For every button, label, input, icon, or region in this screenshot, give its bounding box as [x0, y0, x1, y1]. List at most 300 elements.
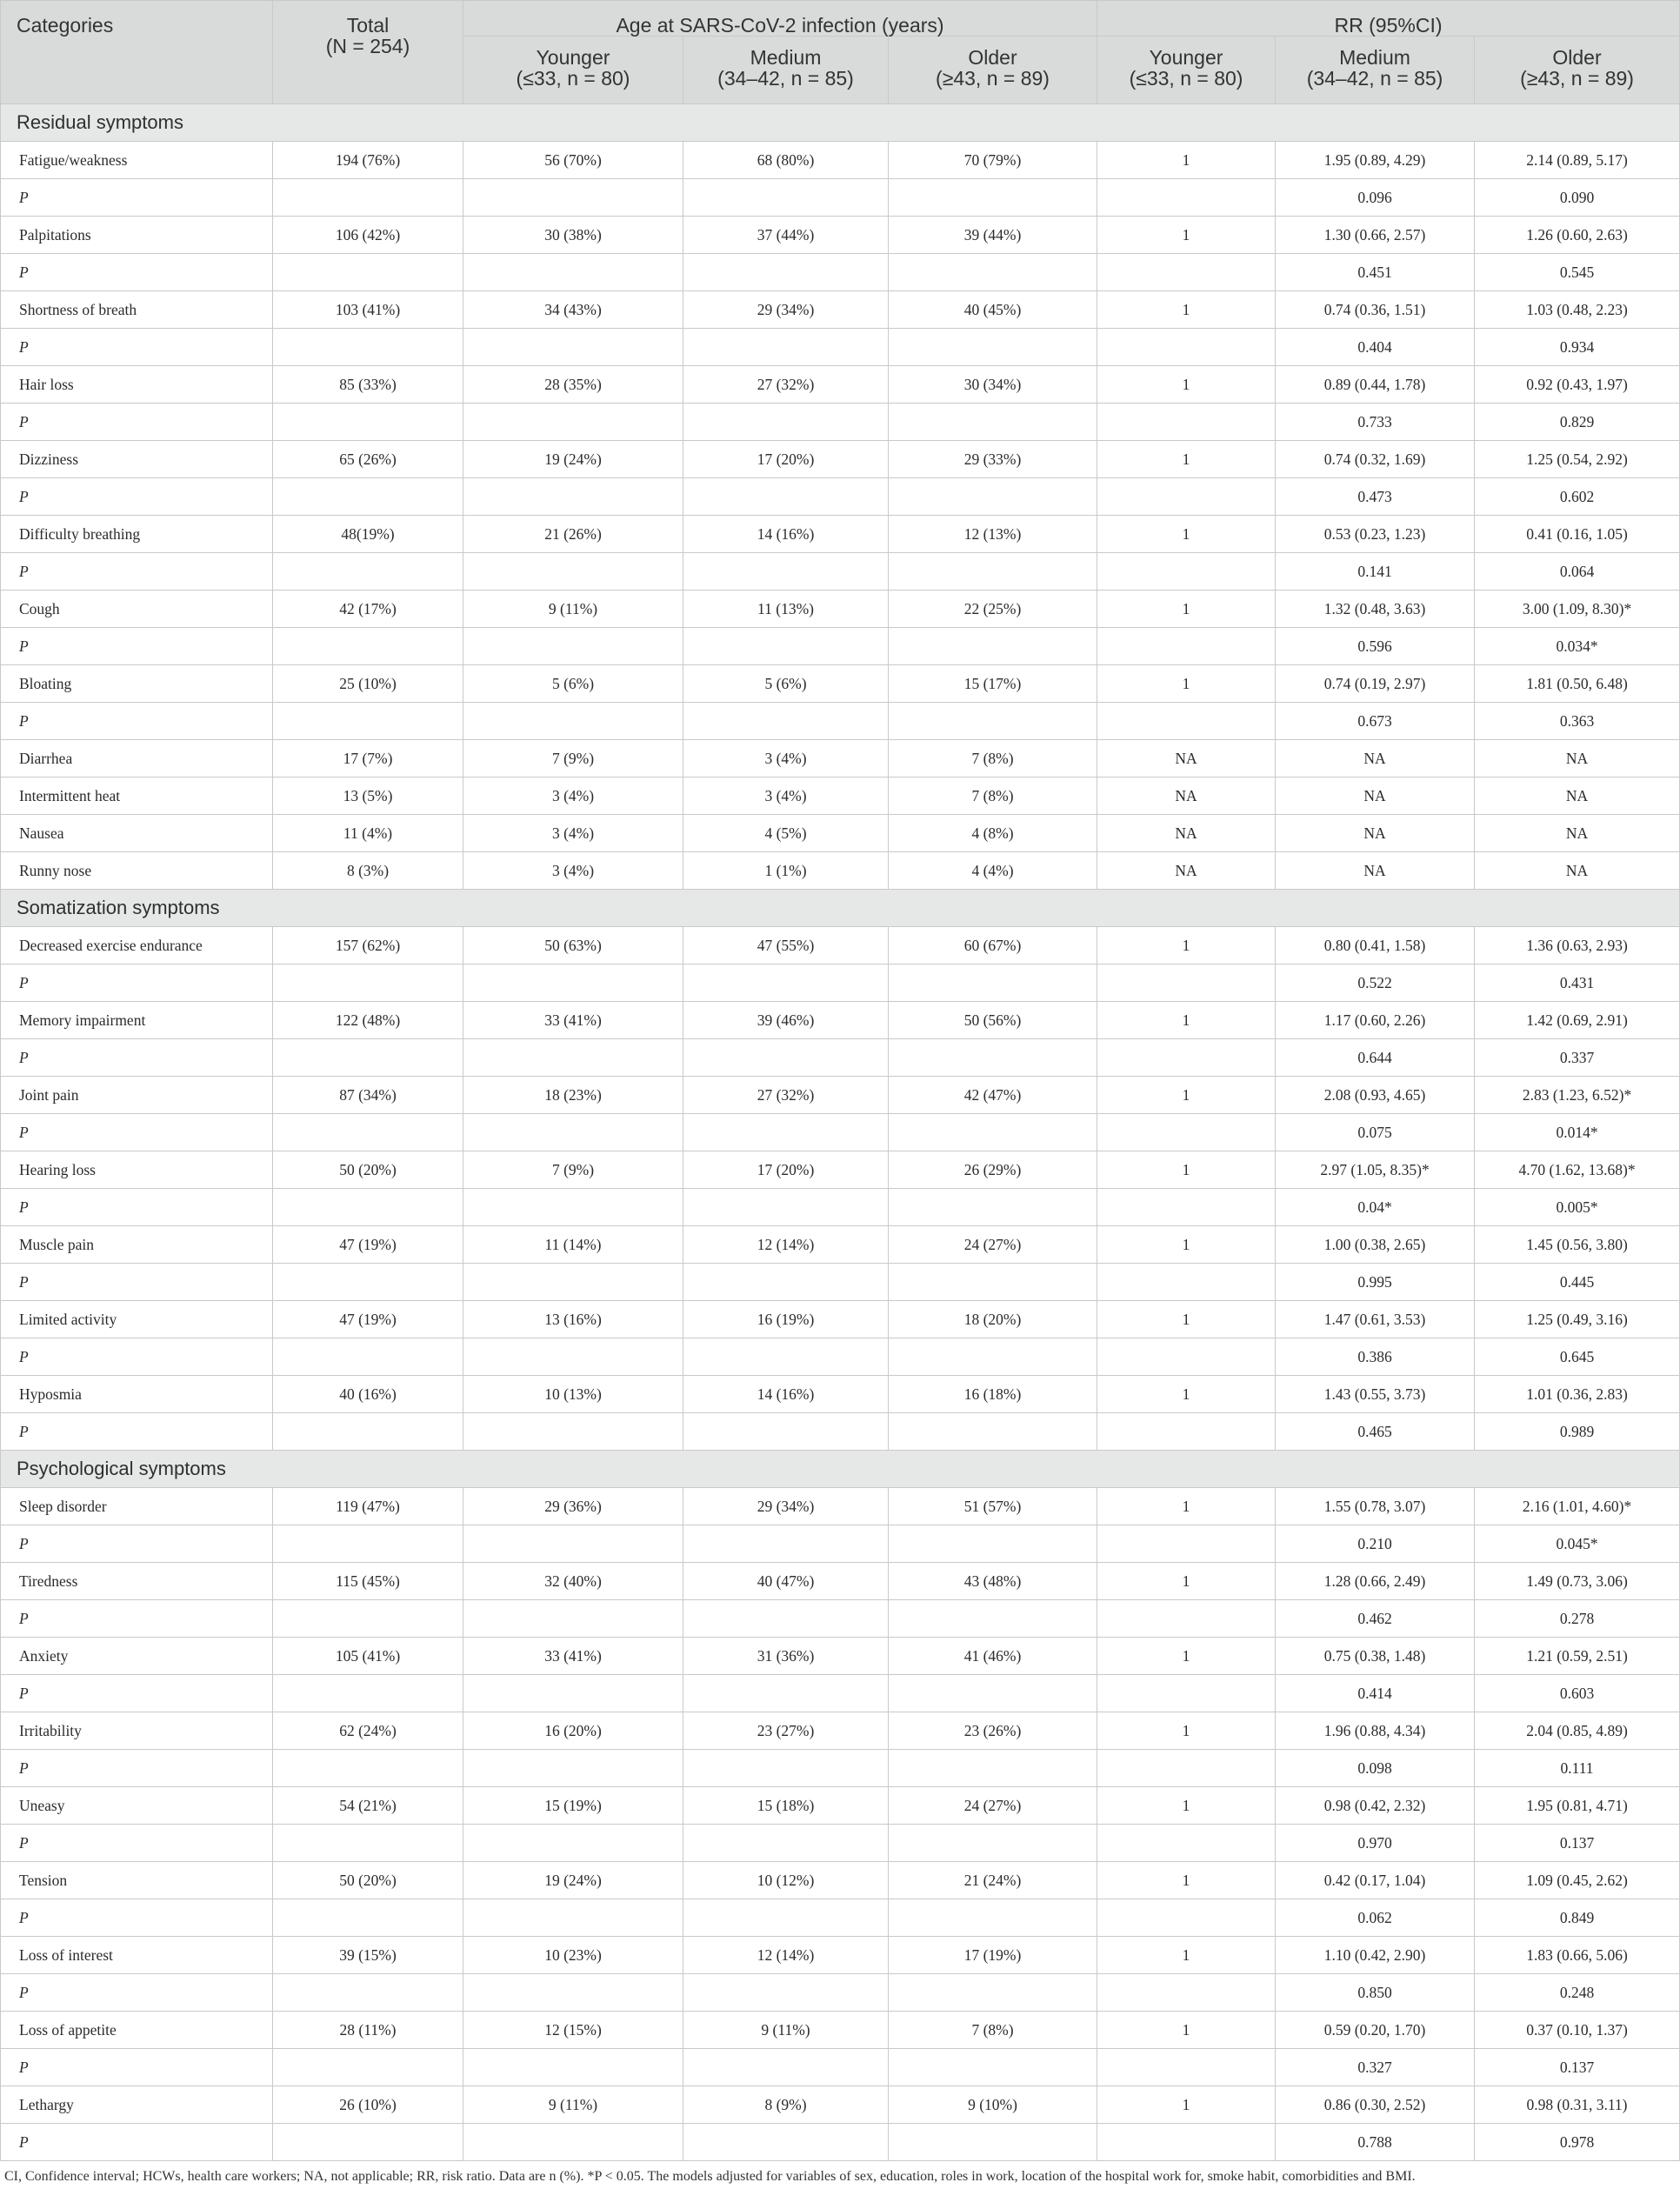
- table-row: [1, 217, 1680, 254]
- p-value-row: [1, 703, 1680, 740]
- p-value-medium: 0.465: [1276, 1413, 1475, 1451]
- table-row: [1, 665, 1680, 703]
- header-categories: Categories: [1, 1, 273, 104]
- table-cell: NA: [1097, 852, 1276, 890]
- subheader-name: Medium: [1339, 46, 1410, 69]
- table-cell: NA: [1276, 740, 1475, 777]
- p-label: P: [1, 1039, 273, 1077]
- table-cell: 15 (19%): [463, 1787, 683, 1825]
- row-label: Loss of interest: [1, 1937, 273, 1974]
- empty-cell: [273, 2049, 463, 2086]
- row-label: Limited activity: [1, 1301, 273, 1338]
- p-value-older: 0.137: [1475, 2049, 1680, 2086]
- table-cell: 10 (13%): [463, 1376, 683, 1413]
- table-cell: 37 (44%): [683, 217, 889, 254]
- table-cell: 43 (48%): [889, 1563, 1097, 1600]
- p-value-row: [1, 1750, 1680, 1787]
- table-cell: 21 (24%): [889, 1862, 1097, 1899]
- p-value-older: 0.602: [1475, 478, 1680, 516]
- table-cell: 0.37 (0.10, 1.37): [1475, 2012, 1680, 2049]
- p-value-medium: 0.522: [1276, 964, 1475, 1002]
- table-cell: 16 (18%): [889, 1376, 1097, 1413]
- table-cell: 1: [1097, 2012, 1276, 2049]
- table-cell: 1: [1097, 516, 1276, 553]
- table-cell: 1: [1097, 1937, 1276, 1974]
- table-cell: 1: [1097, 1712, 1276, 1750]
- empty-cell: [1097, 1600, 1276, 1638]
- table-cell: 0.98 (0.42, 2.32): [1276, 1787, 1475, 1825]
- table-cell: 0.74 (0.32, 1.69): [1276, 441, 1475, 478]
- table-cell: 2.04 (0.85, 4.89): [1475, 1712, 1680, 1750]
- table-cell: 1: [1097, 1226, 1276, 1264]
- section-header: [1, 1451, 1680, 1488]
- empty-cell: [273, 1600, 463, 1638]
- table-cell: 0.92 (0.43, 1.97): [1475, 366, 1680, 404]
- table-cell: 47 (19%): [273, 1226, 463, 1264]
- table-cell: 54 (21%): [273, 1787, 463, 1825]
- p-value-row: [1, 1413, 1680, 1451]
- p-label: P: [1, 1675, 273, 1712]
- table-cell: 13 (5%): [273, 777, 463, 815]
- empty-cell: [463, 1413, 683, 1451]
- table-cell: 9 (11%): [463, 591, 683, 628]
- empty-cell: [273, 1413, 463, 1451]
- empty-cell: [463, 1338, 683, 1376]
- table-cell: 1.55 (0.78, 3.07): [1276, 1488, 1475, 1525]
- table-cell: 22 (25%): [889, 591, 1097, 628]
- empty-cell: [1097, 1039, 1276, 1077]
- p-value-older: 0.090: [1475, 179, 1680, 217]
- p-label: P: [1, 1413, 273, 1451]
- section-header: [1, 104, 1680, 142]
- table-cell: 1: [1097, 2086, 1276, 2124]
- table-cell: 60 (67%): [889, 927, 1097, 964]
- table-cell: 1.21 (0.59, 2.51): [1475, 1638, 1680, 1675]
- table-cell: 14 (16%): [683, 516, 889, 553]
- table-cell: 40 (47%): [683, 1563, 889, 1600]
- empty-cell: [889, 2049, 1097, 2086]
- empty-cell: [463, 1114, 683, 1151]
- table-cell: 1.32 (0.48, 3.63): [1276, 591, 1475, 628]
- table-row: [1, 1002, 1680, 1039]
- empty-cell: [1097, 254, 1276, 291]
- empty-cell: [889, 1974, 1097, 2012]
- empty-cell: [683, 1899, 889, 1937]
- table-row: [1, 852, 1680, 890]
- empty-cell: [273, 404, 463, 441]
- table-cell: 10 (12%): [683, 1862, 889, 1899]
- empty-cell: [1097, 1189, 1276, 1226]
- empty-cell: [273, 1114, 463, 1151]
- table-cell: 1.17 (0.60, 2.26): [1276, 1002, 1475, 1039]
- header-age-group: Age at SARS-CoV-2 infection (years): [463, 1, 1097, 37]
- table-cell: 50 (20%): [273, 1862, 463, 1899]
- table-cell: 1.28 (0.66, 2.49): [1276, 1563, 1475, 1600]
- table-cell: 1: [1097, 1002, 1276, 1039]
- p-value-older: 0.005*: [1475, 1189, 1680, 1226]
- p-value-older: 0.137: [1475, 1825, 1680, 1862]
- empty-cell: [889, 1600, 1097, 1638]
- table-cell: 1.10 (0.42, 2.90): [1276, 1937, 1475, 1974]
- p-value-row: [1, 179, 1680, 217]
- empty-cell: [889, 1413, 1097, 1451]
- table-cell: 17 (20%): [683, 441, 889, 478]
- p-label: P: [1, 404, 273, 441]
- table-cell: 2.16 (1.01, 4.60)*: [1475, 1488, 1680, 1525]
- table-cell: 157 (62%): [273, 927, 463, 964]
- p-label: P: [1, 179, 273, 217]
- table-cell: 7 (8%): [889, 2012, 1097, 2049]
- empty-cell: [273, 478, 463, 516]
- empty-cell: [463, 1264, 683, 1301]
- table-cell: 16 (20%): [463, 1712, 683, 1750]
- p-label: P: [1, 964, 273, 1002]
- table-cell: 47 (55%): [683, 927, 889, 964]
- row-label: Bloating: [1, 665, 273, 703]
- empty-cell: [889, 964, 1097, 1002]
- empty-cell: [889, 1039, 1097, 1077]
- table-cell: 87 (34%): [273, 1077, 463, 1114]
- table-cell: 0.74 (0.36, 1.51): [1276, 291, 1475, 329]
- table-cell: 0.59 (0.20, 1.70): [1276, 2012, 1475, 2049]
- empty-cell: [889, 1525, 1097, 1563]
- table-cell: 42 (47%): [889, 1077, 1097, 1114]
- empty-cell: [463, 1899, 683, 1937]
- empty-cell: [889, 1825, 1097, 1862]
- row-label: Lethargy: [1, 2086, 273, 2124]
- table-cell: 21 (26%): [463, 516, 683, 553]
- empty-cell: [683, 329, 889, 366]
- table-cell: NA: [1097, 777, 1276, 815]
- p-label: P: [1, 1899, 273, 1937]
- table-cell: 32 (40%): [463, 1563, 683, 1600]
- table-cell: 18 (23%): [463, 1077, 683, 1114]
- subheader-2: [889, 37, 1097, 104]
- subheader-5: [1475, 37, 1680, 104]
- empty-cell: [889, 1675, 1097, 1712]
- p-value-medium: 0.995: [1276, 1264, 1475, 1301]
- p-value-row: [1, 1675, 1680, 1712]
- table-row: [1, 1638, 1680, 1675]
- row-label: Diarrhea: [1, 740, 273, 777]
- row-label: Sleep disorder: [1, 1488, 273, 1525]
- empty-cell: [1097, 1675, 1276, 1712]
- table-cell: 1: [1097, 927, 1276, 964]
- empty-cell: [683, 1039, 889, 1077]
- table-cell: 1.81 (0.50, 6.48): [1475, 665, 1680, 703]
- empty-cell: [463, 478, 683, 516]
- table-cell: 47 (19%): [273, 1301, 463, 1338]
- empty-cell: [273, 964, 463, 1002]
- table-row: [1, 2012, 1680, 2049]
- table-cell: 40 (16%): [273, 1376, 463, 1413]
- p-label: P: [1, 478, 273, 516]
- p-value-row: [1, 1189, 1680, 1226]
- empty-cell: [273, 1189, 463, 1226]
- table-cell: 1.36 (0.63, 2.93): [1475, 927, 1680, 964]
- empty-cell: [1097, 1114, 1276, 1151]
- empty-cell: [463, 179, 683, 217]
- empty-cell: [1097, 1750, 1276, 1787]
- table-cell: 8 (9%): [683, 2086, 889, 2124]
- row-label: Intermittent heat: [1, 777, 273, 815]
- p-label: P: [1, 1825, 273, 1862]
- table-cell: 1.95 (0.81, 4.71): [1475, 1787, 1680, 1825]
- table-cell: NA: [1475, 852, 1680, 890]
- table-cell: NA: [1475, 740, 1680, 777]
- table-cell: 50 (56%): [889, 1002, 1097, 1039]
- row-label: Tiredness: [1, 1563, 273, 1600]
- table-cell: 50 (63%): [463, 927, 683, 964]
- empty-cell: [683, 478, 889, 516]
- row-label: Cough: [1, 591, 273, 628]
- p-value-row: [1, 1039, 1680, 1077]
- p-value-medium: 0.141: [1276, 553, 1475, 591]
- table-cell: 14 (16%): [683, 1376, 889, 1413]
- p-value-row: [1, 1899, 1680, 1937]
- table-cell: 1.83 (0.66, 5.06): [1475, 1937, 1680, 1974]
- table-cell: 65 (26%): [273, 441, 463, 478]
- table-cell: 3 (4%): [463, 815, 683, 852]
- table-cell: 15 (18%): [683, 1787, 889, 1825]
- table-cell: 19 (24%): [463, 441, 683, 478]
- p-label: P: [1, 628, 273, 665]
- p-label: P: [1, 2124, 273, 2161]
- row-label: Decreased exercise endurance: [1, 927, 273, 964]
- p-value-row: [1, 1338, 1680, 1376]
- section-title: Psychological symptoms: [1, 1451, 1680, 1488]
- empty-cell: [463, 1525, 683, 1563]
- p-label: P: [1, 254, 273, 291]
- table-cell: 1.26 (0.60, 2.63): [1475, 217, 1680, 254]
- table-cell: 42 (17%): [273, 591, 463, 628]
- empty-cell: [683, 179, 889, 217]
- table-cell: 12 (15%): [463, 2012, 683, 2049]
- empty-cell: [889, 2124, 1097, 2161]
- empty-cell: [273, 1264, 463, 1301]
- empty-cell: [889, 628, 1097, 665]
- table-row: [1, 1862, 1680, 1899]
- empty-cell: [463, 254, 683, 291]
- table-cell: 50 (20%): [273, 1151, 463, 1189]
- table-cell: 0.74 (0.19, 2.97): [1276, 665, 1475, 703]
- row-label: Shortness of breath: [1, 291, 273, 329]
- empty-cell: [889, 1899, 1097, 1937]
- p-value-row: [1, 553, 1680, 591]
- p-value-older: 0.045*: [1475, 1525, 1680, 1563]
- table-cell: 1: [1097, 217, 1276, 254]
- table-cell: 1.30 (0.66, 2.57): [1276, 217, 1475, 254]
- p-value-medium: 0.451: [1276, 254, 1475, 291]
- p-value-medium: 0.473: [1276, 478, 1475, 516]
- table-row: [1, 1151, 1680, 1189]
- header-total-n: (N = 254): [325, 35, 410, 57]
- table-cell: 70 (79%): [889, 142, 1097, 179]
- table-cell: 28 (35%): [463, 366, 683, 404]
- table-cell: 39 (46%): [683, 1002, 889, 1039]
- table-cell: 11 (14%): [463, 1226, 683, 1264]
- table-row: [1, 1937, 1680, 1974]
- table-cell: 0.53 (0.23, 1.23): [1276, 516, 1475, 553]
- table-cell: 31 (36%): [683, 1638, 889, 1675]
- p-value-medium: 0.970: [1276, 1825, 1475, 1862]
- p-value-row: [1, 628, 1680, 665]
- p-value-older: 0.248: [1475, 1974, 1680, 2012]
- table-cell: 29 (33%): [889, 441, 1097, 478]
- table-cell: 17 (19%): [889, 1937, 1097, 1974]
- table-row: [1, 1226, 1680, 1264]
- table-cell: 34 (43%): [463, 291, 683, 329]
- p-value-row: [1, 2124, 1680, 2161]
- table-cell: 30 (38%): [463, 217, 683, 254]
- table-cell: 1: [1097, 441, 1276, 478]
- p-value-older: 0.431: [1475, 964, 1680, 1002]
- p-label: P: [1, 1264, 273, 1301]
- table-cell: 1.25 (0.49, 3.16): [1475, 1301, 1680, 1338]
- p-value-row: [1, 1525, 1680, 1563]
- empty-cell: [889, 1114, 1097, 1151]
- row-label: Memory impairment: [1, 1002, 273, 1039]
- p-value-older: 0.829: [1475, 404, 1680, 441]
- table-cell: 1: [1097, 366, 1276, 404]
- subheader-range: (34–42, n = 85): [1306, 67, 1443, 90]
- table-cell: 3 (4%): [463, 852, 683, 890]
- table-cell: 33 (41%): [463, 1002, 683, 1039]
- empty-cell: [889, 404, 1097, 441]
- empty-cell: [463, 1825, 683, 1862]
- empty-cell: [463, 329, 683, 366]
- empty-cell: [273, 179, 463, 217]
- row-label: Anxiety: [1, 1638, 273, 1675]
- table-cell: 11 (4%): [273, 815, 463, 852]
- empty-cell: [1097, 628, 1276, 665]
- p-label: P: [1, 1750, 273, 1787]
- p-value-medium: 0.462: [1276, 1600, 1475, 1638]
- p-value-row: [1, 478, 1680, 516]
- table-cell: 1.00 (0.38, 2.65): [1276, 1226, 1475, 1264]
- table-cell: 1.49 (0.73, 3.06): [1475, 1563, 1680, 1600]
- empty-cell: [1097, 964, 1276, 1002]
- table-cell: 122 (48%): [273, 1002, 463, 1039]
- table-cell: 17 (20%): [683, 1151, 889, 1189]
- empty-cell: [273, 1899, 463, 1937]
- table-cell: 0.98 (0.31, 3.11): [1475, 2086, 1680, 2124]
- empty-cell: [273, 1675, 463, 1712]
- empty-cell: [273, 628, 463, 665]
- p-value-medium: 0.644: [1276, 1039, 1475, 1077]
- p-value-row: [1, 254, 1680, 291]
- table-cell: 1.96 (0.88, 4.34): [1276, 1712, 1475, 1750]
- table-cell: 5 (6%): [683, 665, 889, 703]
- empty-cell: [463, 2049, 683, 2086]
- table-row: [1, 366, 1680, 404]
- table-cell: 4 (8%): [889, 815, 1097, 852]
- table-cell: NA: [1276, 852, 1475, 890]
- empty-cell: [889, 1750, 1097, 1787]
- p-value-medium: 0.210: [1276, 1525, 1475, 1563]
- p-label: P: [1, 1974, 273, 2012]
- row-label: Loss of appetite: [1, 2012, 273, 2049]
- p-value-older: 0.445: [1475, 1264, 1680, 1301]
- p-value-older: 0.278: [1475, 1600, 1680, 1638]
- table-cell: 1: [1097, 1301, 1276, 1338]
- table-cell: 1: [1097, 1151, 1276, 1189]
- empty-cell: [683, 1825, 889, 1862]
- table-footnote: CI, Confidence interval; HCWs, health care workers; NA, not applicable; RR, risk ratio. Data are n (%). *P < 0.05. The models adjusted for variables of sex, education, roles in work, location of the hospital work for, smoke habit, comorbidities and BMI.: [4, 2169, 1416, 2184]
- empty-cell: [683, 2124, 889, 2161]
- table-row: [1, 815, 1680, 852]
- subheader-range: (34–42, n = 85): [717, 67, 854, 90]
- table-cell: 1: [1097, 291, 1276, 329]
- p-value-row: [1, 1600, 1680, 1638]
- p-value-medium: 0.673: [1276, 703, 1475, 740]
- table-cell: 105 (41%): [273, 1638, 463, 1675]
- p-label: P: [1, 1338, 273, 1376]
- empty-cell: [463, 1189, 683, 1226]
- empty-cell: [1097, 179, 1276, 217]
- table-row: [1, 142, 1680, 179]
- table-row: [1, 1563, 1680, 1600]
- empty-cell: [273, 2124, 463, 2161]
- table-cell: NA: [1475, 815, 1680, 852]
- empty-cell: [683, 1338, 889, 1376]
- empty-cell: [273, 1750, 463, 1787]
- table-cell: 0.41 (0.16, 1.05): [1475, 516, 1680, 553]
- p-value-older: 0.603: [1475, 1675, 1680, 1712]
- empty-cell: [463, 1600, 683, 1638]
- p-label: P: [1, 329, 273, 366]
- empty-cell: [1097, 1413, 1276, 1451]
- header-total: [273, 1, 463, 104]
- subheader-3: [1097, 37, 1276, 104]
- table-cell: 1: [1097, 142, 1276, 179]
- p-value-older: 0.111: [1475, 1750, 1680, 1787]
- section-title: Residual symptoms: [1, 104, 1680, 142]
- table-cell: 13 (16%): [463, 1301, 683, 1338]
- table-cell: 56 (70%): [463, 142, 683, 179]
- table-cell: 1: [1097, 1638, 1276, 1675]
- empty-cell: [683, 404, 889, 441]
- empty-cell: [1097, 1338, 1276, 1376]
- empty-cell: [683, 1974, 889, 2012]
- empty-cell: [273, 1825, 463, 1862]
- table-cell: NA: [1097, 740, 1276, 777]
- p-value-older: 0.034*: [1475, 628, 1680, 665]
- table-cell: 23 (27%): [683, 1712, 889, 1750]
- empty-cell: [463, 1974, 683, 2012]
- table-cell: 25 (10%): [273, 665, 463, 703]
- table-cell: 3 (4%): [683, 777, 889, 815]
- table-cell: 1.95 (0.89, 4.29): [1276, 142, 1475, 179]
- empty-cell: [683, 254, 889, 291]
- row-label: Runny nose: [1, 852, 273, 890]
- subheader-1: [683, 37, 889, 104]
- p-value-medium: 0.414: [1276, 1675, 1475, 1712]
- table-cell: 24 (27%): [889, 1787, 1097, 1825]
- table-cell: 62 (24%): [273, 1712, 463, 1750]
- table-cell: 9 (11%): [463, 2086, 683, 2124]
- p-value-older: 0.989: [1475, 1413, 1680, 1451]
- table-row: [1, 1787, 1680, 1825]
- table-cell: 2.83 (1.23, 6.52)*: [1475, 1077, 1680, 1114]
- empty-cell: [273, 254, 463, 291]
- row-label: Joint pain: [1, 1077, 273, 1114]
- table-cell: 115 (45%): [273, 1563, 463, 1600]
- table-cell: 85 (33%): [273, 366, 463, 404]
- empty-cell: [889, 1338, 1097, 1376]
- p-value-medium: 0.098: [1276, 1750, 1475, 1787]
- table-cell: 26 (10%): [273, 2086, 463, 2124]
